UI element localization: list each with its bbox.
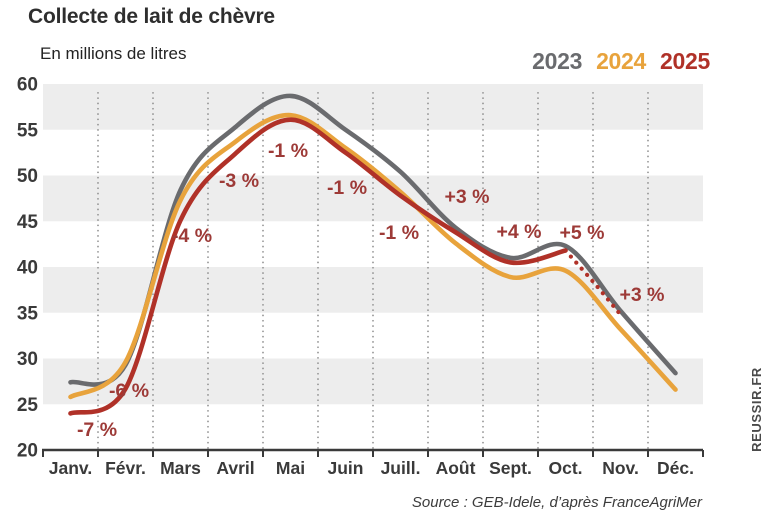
- legend-item-2024: 2024: [596, 48, 647, 74]
- x-tick-label: Avril: [216, 458, 255, 478]
- x-tick-label: Mai: [275, 458, 306, 478]
- y-tick-label: 45: [16, 211, 38, 233]
- watermark-reussir: REUSSIR.FR: [748, 367, 764, 452]
- page-title: Collecte de lait de chèvre: [28, 5, 275, 28]
- y-tick-label: 25: [16, 394, 38, 416]
- chart-unit-label: En millions de litres: [40, 44, 187, 63]
- grid-band: [43, 84, 703, 130]
- pct-annotation: -1 %: [378, 222, 420, 244]
- pct-annotation: +3 %: [619, 284, 665, 306]
- y-tick-label: 55: [16, 120, 38, 142]
- y-tick-label: 40: [16, 257, 38, 279]
- x-tick-label: Oct.: [548, 458, 583, 478]
- pct-annotation: -3 %: [218, 170, 260, 192]
- y-tick-label: 35: [16, 303, 38, 325]
- pct-annotation: +3 %: [444, 186, 490, 208]
- pct-annotation: -7 %: [76, 419, 118, 441]
- x-tick-label: Juill.: [380, 458, 421, 478]
- y-tick-label: 60: [16, 74, 38, 96]
- pct-annotation: -1 %: [267, 140, 309, 162]
- x-tick-label: Déc.: [657, 458, 694, 478]
- y-tick-label: 20: [16, 440, 38, 462]
- y-tick-label: 50: [16, 166, 38, 187]
- pct-annotation: -6 %: [108, 380, 150, 402]
- pct-annotation: +4 %: [496, 221, 542, 243]
- x-tick-label: Juin: [327, 458, 364, 478]
- x-tick-label: Mars: [160, 458, 201, 478]
- x-tick-label: Févr.: [105, 458, 146, 478]
- source-text: Source : GEB-Idele, d’après FranceAgriMer: [411, 494, 702, 511]
- pct-annotation: +5 %: [559, 222, 605, 244]
- x-tick-label: Janv.: [48, 458, 93, 478]
- x-tick-label: Nov.: [602, 458, 639, 478]
- legend-item-2023: 2023: [532, 48, 583, 74]
- legend-item-2025: 2025: [660, 48, 710, 74]
- x-tick-label: Sept.: [489, 458, 532, 478]
- y-tick-label: 30: [16, 349, 38, 370]
- x-tick-label: Août: [435, 458, 476, 478]
- pct-annotation: -1 %: [326, 177, 368, 199]
- pct-annotation: -4 %: [171, 225, 213, 247]
